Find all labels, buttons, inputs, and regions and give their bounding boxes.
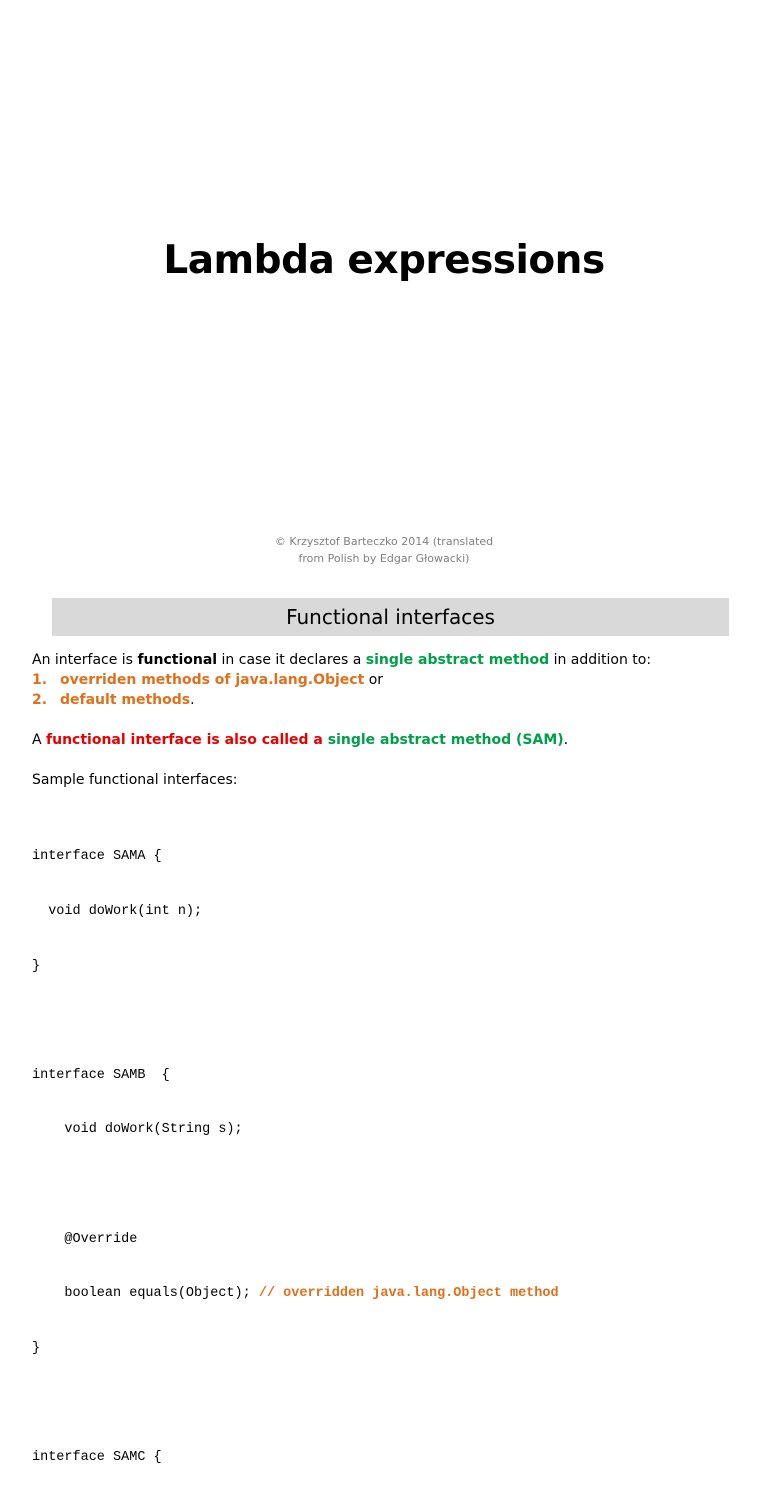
list-number-1: 1.	[32, 672, 48, 688]
intro-sam: single abstract method	[365, 652, 550, 668]
intro-functional: functional	[137, 652, 218, 668]
intro-part-3: in case it declares a	[217, 652, 366, 668]
code-line-2: void doWork(int n);	[32, 904, 203, 919]
credit-text	[234, 533, 534, 567]
list-item-1	[32, 670, 742, 690]
slide-title: Lambda expressions	[163, 238, 605, 283]
code-comment: // overridden java.lang.Object method	[258, 1286, 559, 1302]
slide-body	[32, 650, 742, 790]
credit-line-1: © Krzysztof Barteczko 2014 (translated	[274, 535, 494, 548]
sample-heading: Sample functional interfaces:	[32, 772, 238, 788]
code-line-11	[32, 1394, 752, 1412]
section-header-label: Functional interfaces	[286, 605, 495, 629]
list-number-2: 2.	[32, 692, 48, 708]
code-line-9-text: boolean equals(Object);	[32, 1286, 259, 1302]
list-suffix-2: .	[190, 692, 195, 708]
code-block	[32, 812, 752, 1485]
section-header	[52, 598, 729, 636]
code-line-12: interface SAMC {	[32, 1449, 162, 1465]
intro-line	[32, 650, 742, 670]
code-line-7	[32, 1176, 752, 1194]
list-text-2: default methods	[60, 692, 191, 708]
sam-part-4: .	[563, 732, 569, 748]
sam-part-3: single abstract method (SAM)	[327, 732, 564, 748]
code-line-9	[32, 1285, 752, 1303]
credit-line-2: from Polish by Edgar Głowacki)	[298, 552, 470, 565]
code-line-3: }	[32, 958, 41, 974]
list-suffix-1: or	[364, 672, 384, 688]
sam-line	[32, 730, 742, 750]
sam-part-2: functional interface is also called a	[46, 732, 328, 748]
title-slide	[0, 0, 768, 580]
list-text-1: overriden methods of java.lang.Object	[60, 672, 365, 688]
code-line-5: interface SAMB {	[32, 1067, 170, 1083]
spacer	[32, 710, 742, 730]
spacer	[32, 750, 742, 770]
code-line-1: interface SAMA {	[32, 849, 162, 865]
code-line-8: @Override	[32, 1231, 138, 1247]
sam-part-1: A	[32, 732, 47, 748]
intro-part-1: An interface is	[32, 652, 138, 668]
code-line-10: }	[32, 1340, 41, 1356]
intro-part-5: in addition to:	[549, 652, 652, 668]
list-item-2	[32, 690, 742, 710]
code-line-6: void doWork(String s);	[32, 1122, 243, 1138]
code-line-4	[32, 1012, 752, 1030]
